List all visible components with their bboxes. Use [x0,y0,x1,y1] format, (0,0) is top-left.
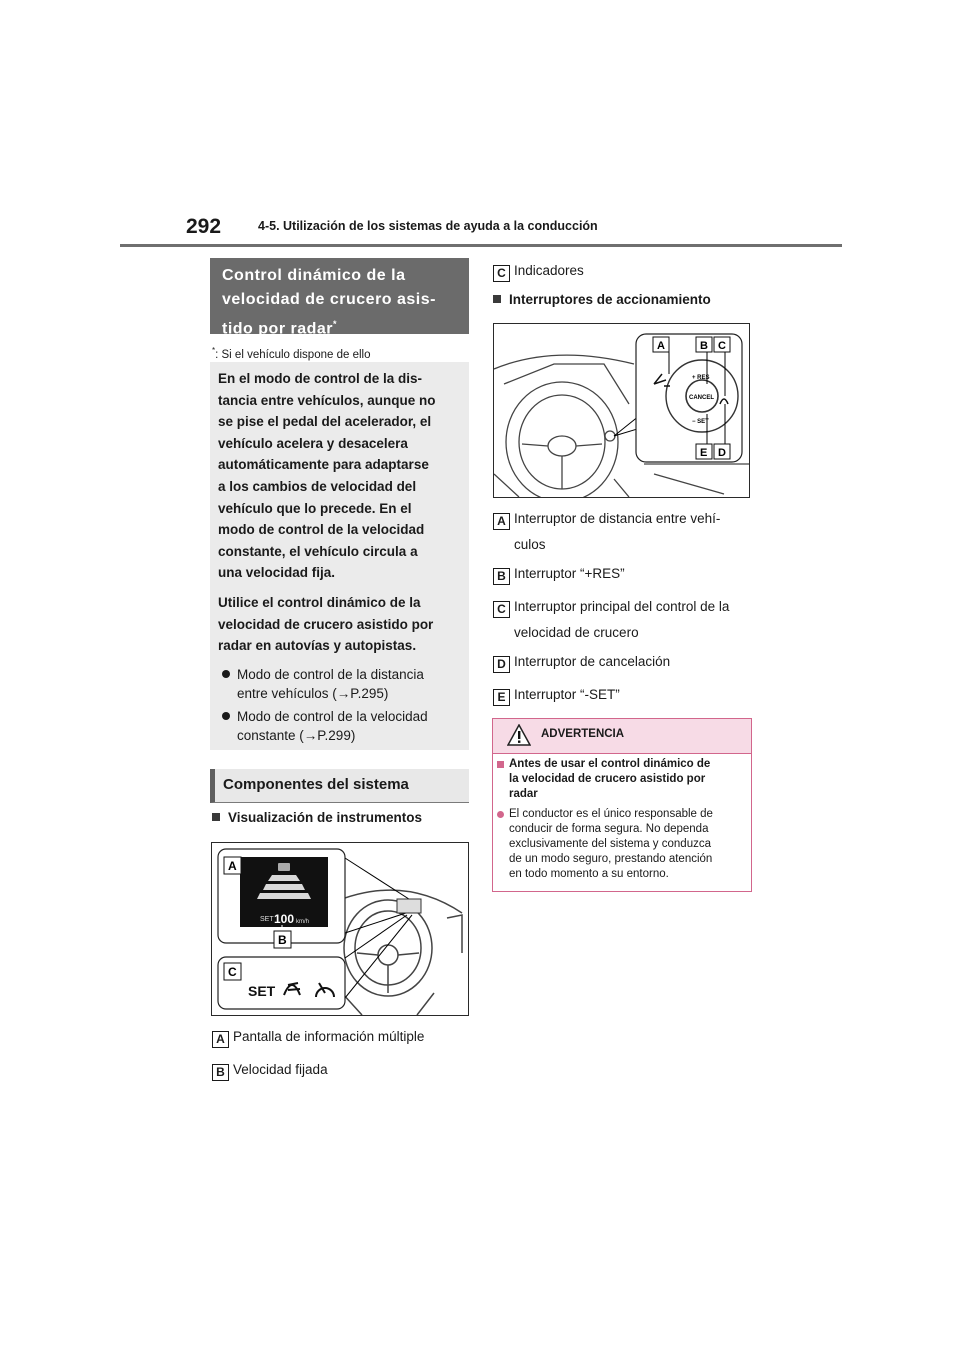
subhead-text: Visualización de instrumentos [228,810,423,825]
intro-line: se pise el pedal del acelerador, el [218,414,432,430]
warning-heading [497,757,743,802]
legend-line: velocidad de crucero [514,625,639,640]
legend-text: Pantalla de información múltiple [233,1029,425,1044]
legend-item [212,1026,472,1048]
legend-text: Interruptor “-SET” [514,687,620,702]
header-rule [120,244,842,247]
title-line-text: tido por radar [222,320,334,338]
section-title-box [210,258,469,338]
subhead-instruments [212,810,422,825]
title-line: Control dinámico de la [222,267,406,284]
intro-line: automáticamente para adaptarse [218,457,429,473]
bullet-item [222,708,458,745]
intro-line: radar en autovías y autopistas. [218,638,417,654]
bullet-line: constante (→P.299) [237,727,356,743]
res-text: + RES [692,375,710,381]
legend-text: Interruptor “+RES” [514,566,625,581]
instrument-illustration [212,843,468,1015]
warning-body [497,807,743,882]
fig-label: B [278,933,287,947]
footnote [212,346,370,361]
warning-line: en todo momento a su entorno. [509,868,669,880]
legend-line: Interruptor de distancia entre vehí- [514,511,721,526]
bullet-item [222,666,458,703]
intro-line: constante, el vehículo circula a [218,543,418,559]
legend-letter: B [493,568,510,585]
legend-letter: B [212,1064,229,1081]
intro-line: a los cambios de velocidad del [218,478,417,494]
intro-line: Utilice el control dinámico de la [218,595,421,610]
intro-paragraph-2 [218,592,462,657]
instrument-figure [211,842,469,1016]
switches-illustration [494,324,749,497]
intro-line: En el modo de control de la dis- [218,371,423,386]
legend-letter: A [212,1031,229,1048]
fig-label: A [228,859,237,873]
legend-item [493,260,753,282]
legend-text: Interruptor de cancelación [514,654,671,669]
page-number: 292 [186,215,222,238]
legend-line: Interruptor principal del control de la [514,599,730,614]
intro-line: velocidad de crucero asistido por [218,616,434,632]
warning-box [492,718,752,892]
square-bullet-icon [212,813,220,821]
display-speed: 100 [274,912,295,926]
switches-figure [493,323,750,498]
legend-item [493,651,755,673]
section-heading-text: Componentes del sistema [223,776,409,793]
fig-label: C [228,965,237,979]
warning-header [493,719,751,754]
intro-line: vehículo acelera y desacelera [218,435,408,451]
intro-line: modo de control de la velocidad [218,522,425,538]
section-title [222,264,436,341]
square-bullet-icon [493,295,501,303]
footnote-mark: * [212,346,216,355]
legend-item [493,684,755,706]
set-text: − SET [692,419,709,425]
fig-label: B [700,340,708,352]
meter-panel [397,899,421,913]
warning-line: la velocidad de crucero asistido por [509,773,706,785]
legend-letter: E [493,689,510,706]
warning-line: exclusivamente del sistema y conduzca [509,838,711,850]
warning-line: Antes de usar el control dinámico de [509,758,711,770]
intro-line: vehículo que lo precede. En el [218,500,412,516]
display-unit: km/h [296,919,310,925]
intro-line: una velocidad fija. [218,565,336,581]
bullet-dot [222,712,230,720]
intro-line: tancia entre vehículos, aunque no [218,392,436,408]
pink-dot-bullet-icon [497,811,504,818]
legend-letter: A [493,513,510,530]
warning-line: conducir de forma segura. No dependa [509,823,709,835]
subhead-switches [493,292,711,307]
legend-line: culos [514,537,546,552]
legend-letter: C [493,265,510,282]
legend-item [493,563,755,585]
title-line [222,312,436,341]
running-head: 4-5. Utilización de los sistemas de ayuda a la conducción [258,219,598,233]
bullet-line: Modo de control de la distancia [237,667,424,682]
fig-label: E [700,447,708,459]
warning-title: ADVERTENCIA [541,728,625,740]
legend-letter: C [493,601,510,618]
legend-text: Indicadores [514,263,584,278]
warning-line: de un modo seguro, prestando atención [509,853,713,865]
bullet-line: entre vehículos (→P.295) [237,685,389,701]
indicator-set-text: SET [248,983,276,999]
warning-triangle-icon [507,724,531,746]
legend-item [493,596,755,640]
cancel-text: CANCEL [689,395,714,401]
legend-item [493,508,755,552]
display-set-text: SET [260,916,274,923]
title-line: velocidad de crucero asis- [222,291,436,308]
section-heading [210,769,469,803]
legend-letter: D [493,656,510,673]
fig-label: D [718,447,726,459]
intro-panel [210,362,469,750]
warning-line: El conductor es el único responsable de [509,808,713,820]
pink-square-bullet-icon [497,761,504,768]
intro-paragraph [218,368,462,584]
callout-line [345,911,412,933]
fig-label: A [657,340,665,352]
legend-text: Velocidad fijada [233,1062,328,1077]
bullet-line: Modo de control de la velocidad [237,709,428,724]
bullet-dot [222,670,230,678]
footnote-text: : Si el vehículo dispone de ello [215,348,371,361]
warning-line: radar [509,788,538,800]
legend-item [212,1059,472,1081]
fig-label: C [718,340,726,352]
subhead-text: Interruptores de accionamiento [509,292,711,307]
title-superscript: * [333,319,338,329]
